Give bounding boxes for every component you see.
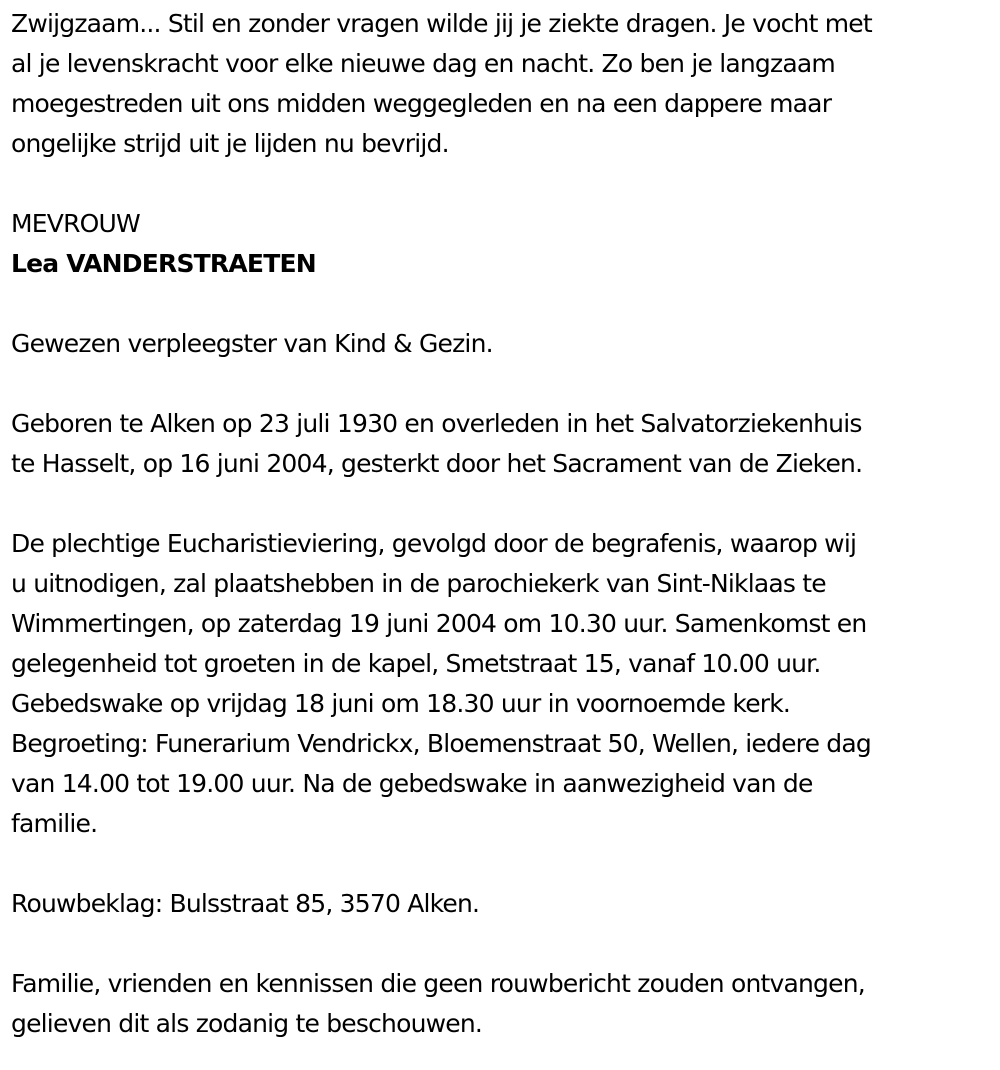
- ceremony-line: Gebedswake op vrijdag 18 juni om 18.30 uur in voornoemde kerk.: [11, 689, 791, 718]
- paragraph-gap: [11, 844, 996, 884]
- closing-line: Familie, vrienden en kennissen die geen rouwbericht zouden ontvangen,: [11, 969, 865, 998]
- ceremony-paragraph: [11, 524, 996, 844]
- poem-line: moegestreden uit ons midden weggegleden en na een dappere maar: [11, 89, 832, 118]
- ceremony-line: Begroeting: Funerarium Vendrickx, Bloemenstraat 50, Wellen, iedere dag: [11, 729, 871, 758]
- poem-line: Zwijgzaam... Stil en zonder vragen wilde jij je ziekte dragen. Je vocht met: [11, 9, 872, 38]
- poem-line: ongelijke strijd uit je lijden nu bevrijd.: [11, 129, 449, 158]
- paragraph-gap: [11, 364, 996, 404]
- poem-line: al je levenskracht voor elke nieuwe dag en nacht. Zo ben je langzaam: [11, 49, 835, 78]
- birth-death-line: Geboren te Alken op 23 juli 1930 en overleden in het Salvatorziekenhuis: [11, 409, 862, 438]
- ceremony-line: van 14.00 tot 19.00 uur. Na de gebedswake in aanwezigheid van de: [11, 769, 813, 798]
- closing-paragraph: [11, 964, 996, 1044]
- closing-line: gelieven dit als zodanig te beschouwen.: [11, 1009, 483, 1038]
- occupation: Gewezen verpleegster van Kind & Gezin.: [11, 329, 493, 358]
- poem-paragraph: [11, 4, 996, 164]
- deceased-name: Lea VANDERSTRAETEN: [11, 249, 316, 278]
- paragraph-gap: [11, 164, 996, 204]
- paragraph-gap: [11, 484, 996, 524]
- ceremony-line: gelegenheid tot groeten in de kapel, Smetstraat 15, vanaf 10.00 uur.: [11, 649, 821, 678]
- birth-death-line: te Hasselt, op 16 juni 2004, gesterkt door het Sacrament van de Zieken.: [11, 449, 863, 478]
- ceremony-line: Wimmertingen, op zaterdag 19 juni 2004 om 10.30 uur. Samenkomst en: [11, 609, 867, 638]
- obituary-document: [11, 4, 996, 1044]
- ceremony-line: familie.: [11, 809, 98, 838]
- condolence-address: Rouwbeklag: Bulsstraat 85, 3570 Alken.: [11, 889, 480, 918]
- ceremony-line: De plechtige Eucharistieviering, gevolgd door de begrafenis, waarop wij: [11, 529, 857, 558]
- birth-death-paragraph: [11, 404, 996, 484]
- ceremony-line: u uitnodigen, zal plaatshebben in de parochiekerk van Sint-Niklaas te: [11, 569, 826, 598]
- paragraph-gap: [11, 284, 996, 324]
- paragraph-gap: [11, 924, 996, 964]
- salutation: MEVROUW: [11, 209, 140, 238]
